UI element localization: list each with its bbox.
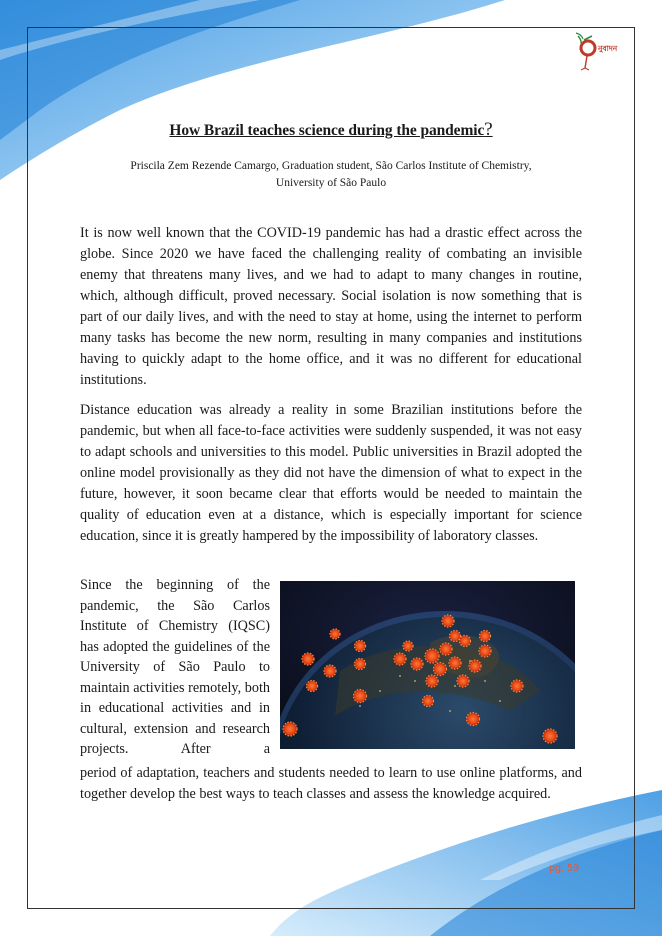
page-number: pg. 59 bbox=[549, 863, 580, 874]
logo-text: নুবাদন bbox=[598, 44, 618, 53]
author-byline bbox=[80, 158, 582, 192]
globe-with-virus-icon bbox=[280, 581, 575, 749]
paragraph-2: Distance education was already a reality in some Brazilian institutions before the pandemic, but when all face-to-face activities were suddenly suspended, it was not easy to adapt schools and universities to this model. Public universities in Brazil adopted the online model provisionally as they did not have the dimension of what to expect in the future, however, it soon became clear that efforts would be needed to maintain the quality of education even at a distance, which is especially important for science education, since it is greatly hampered by the impossibility of laboratory classes. bbox=[80, 402, 582, 544]
author-line-1: Priscila Zem Rezende Camargo, Graduation student, São Carlos Institute of Chemistry, bbox=[130, 160, 532, 172]
article-title-mark: ? bbox=[484, 119, 493, 140]
paragraph-3-wrapped: Since the beginning of the pandemic, the São Carlos Institute of Chemistry (IQSC) has adopted the guidelines of the University of São Paulo to maintain activities remotely, both in educational activities and in cultural, extension and research projects. After a bbox=[80, 577, 270, 757]
author-line-2: University of São Paulo bbox=[275, 177, 387, 189]
paragraph-3-continued: period of adaptation, teachers and students needed to learn to use online platforms, and together develop the best ways to teach classes and assess the knowledge acquired. bbox=[80, 765, 582, 802]
article-title-text: How Brazil teaches science during the pandemic bbox=[169, 122, 485, 139]
paragraph-1: It is now well known that the COVID-19 pandemic has had a drastic effect across the globe. Since 2020 we have faced the challenging reality of combating an invisible enemy that threatens many lives, and we had to adapt to many changes in routine, which, although difficult, proved necessary. Social isolation is now something that is part of our daily lives, and with the need to stay at home, using the internet to perform many tasks has become the new norm, resulting in many companies and institutions having to quickly adapt to the home office, and it was no different for educational institutions. bbox=[80, 225, 582, 388]
article-title bbox=[80, 119, 582, 141]
